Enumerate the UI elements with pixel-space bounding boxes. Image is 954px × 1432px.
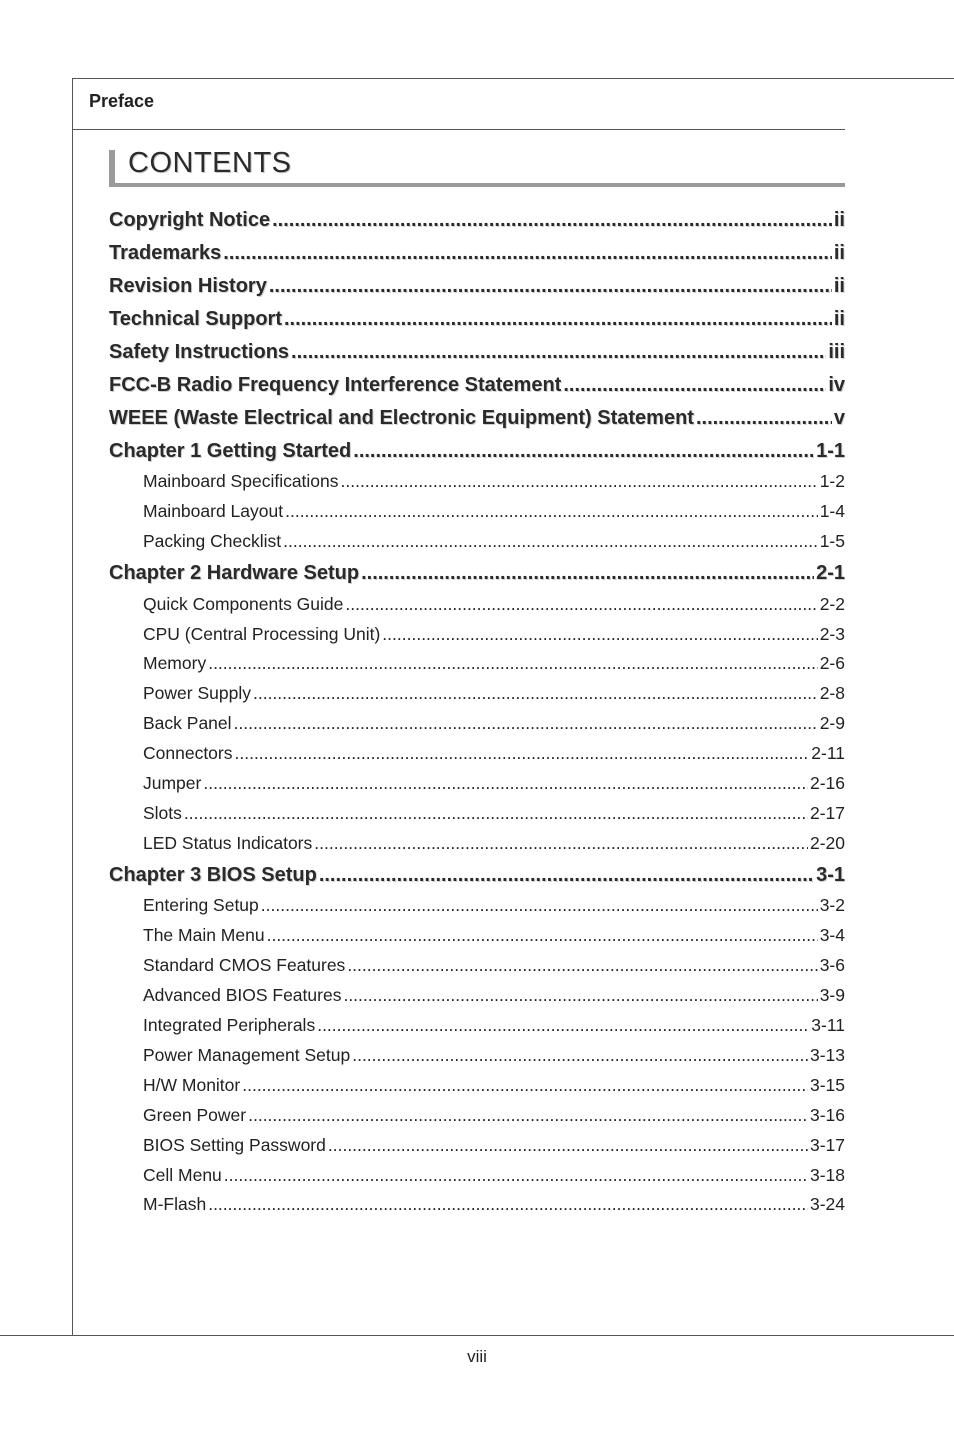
toc-dot-leader bbox=[261, 895, 818, 916]
toc-entry-page: 2-3 bbox=[819, 624, 845, 644]
toc-dot-leader bbox=[242, 1075, 808, 1096]
toc-dot-leader bbox=[291, 341, 826, 364]
toc-entry-title: Chapter 1 Getting Started bbox=[109, 440, 352, 462]
toc-entry-page: iii bbox=[828, 341, 845, 363]
toc-entry-title: Chapter 3 BIOS Setup bbox=[109, 864, 317, 886]
toc-entry-minor[interactable] bbox=[143, 1015, 845, 1036]
toc-entry-minor[interactable] bbox=[143, 773, 845, 794]
toc-entry-minor[interactable] bbox=[143, 683, 845, 704]
toc-entry-major[interactable] bbox=[109, 562, 845, 585]
toc-entry-major[interactable] bbox=[109, 275, 845, 298]
toc-entry-major[interactable] bbox=[109, 374, 845, 397]
toc-entry-minor[interactable] bbox=[143, 1194, 845, 1215]
toc-entry-title: WEEE (Waste Electrical and Electronic Equipment) Statement bbox=[109, 407, 694, 429]
toc-entry-title: Memory bbox=[143, 653, 207, 673]
toc-entry-major[interactable] bbox=[109, 308, 845, 331]
toc-entry-minor[interactable] bbox=[143, 985, 845, 1006]
toc-entry-page: 2-11 bbox=[811, 743, 845, 763]
toc-entry-major[interactable] bbox=[109, 407, 845, 430]
toc-entry-minor[interactable] bbox=[143, 895, 845, 916]
toc-dot-leader bbox=[248, 1105, 808, 1126]
toc-entry-page: ii bbox=[833, 209, 845, 231]
toc-dot-leader bbox=[253, 683, 818, 704]
toc-entry-page: v bbox=[833, 407, 845, 429]
toc-entry-page: 3-11 bbox=[811, 1015, 845, 1035]
toc-entry-page: ii bbox=[833, 308, 845, 330]
toc-entry-title: Technical Support bbox=[109, 308, 282, 330]
toc-dot-leader bbox=[353, 440, 814, 463]
toc-dot-leader bbox=[203, 773, 808, 794]
toc-dot-leader bbox=[328, 1135, 808, 1156]
toc-dot-leader bbox=[284, 308, 832, 331]
toc-entry-title: Jumper bbox=[143, 773, 202, 793]
toc-entry-page: 3-16 bbox=[809, 1105, 845, 1125]
toc-dot-leader bbox=[208, 653, 818, 674]
toc-entry-page: 3-17 bbox=[809, 1135, 845, 1155]
toc-entry-major[interactable] bbox=[109, 440, 845, 463]
toc-entry-title: CPU (Central Processing Unit) bbox=[143, 624, 381, 644]
toc-entry-title: Advanced BIOS Features bbox=[143, 985, 342, 1005]
toc-entry-minor[interactable] bbox=[143, 1045, 845, 1066]
toc-entry-title: Trademarks bbox=[109, 242, 222, 264]
toc-entry-page: 2-6 bbox=[819, 653, 845, 673]
toc-entry-title: Entering Setup bbox=[143, 895, 259, 915]
toc-entry-page: 2-17 bbox=[809, 803, 845, 823]
toc-entry-title: Integrated Peripherals bbox=[143, 1015, 316, 1035]
toc-entry-minor[interactable] bbox=[143, 955, 845, 976]
toc-entry-minor[interactable] bbox=[143, 501, 845, 522]
toc-entry-minor[interactable] bbox=[143, 925, 845, 946]
toc-entry-page: 3-9 bbox=[819, 985, 845, 1005]
toc-entry-page: 2-1 bbox=[816, 562, 845, 584]
toc-entry-minor[interactable] bbox=[143, 471, 845, 492]
toc-entry-page: 3-15 bbox=[809, 1075, 845, 1095]
toc-entry-page: 3-2 bbox=[819, 895, 845, 915]
toc-entry-title: Chapter 2 Hardware Setup bbox=[109, 562, 360, 584]
toc-entry-title: Green Power bbox=[143, 1105, 247, 1125]
toc-dot-leader bbox=[184, 803, 808, 824]
toc-dot-leader bbox=[347, 955, 817, 976]
toc-entry-minor[interactable] bbox=[143, 1165, 845, 1186]
toc-dot-leader bbox=[267, 925, 818, 946]
toc-entry-title: Slots bbox=[143, 803, 182, 823]
toc-entry-minor[interactable] bbox=[143, 743, 845, 764]
toc-entry-page: 1-2 bbox=[819, 471, 845, 491]
toc-entry-title: Back Panel bbox=[143, 713, 232, 733]
toc-entry-minor[interactable] bbox=[143, 531, 845, 552]
toc-entry-title: Mainboard Layout bbox=[143, 501, 284, 521]
toc-entry-title: Standard CMOS Features bbox=[143, 955, 346, 975]
page-number: viii bbox=[467, 1347, 487, 1366]
toc-dot-leader bbox=[235, 743, 810, 764]
toc-entry-title: The Main Menu bbox=[143, 925, 265, 945]
section-label: Preface bbox=[89, 91, 155, 111]
toc-dot-leader bbox=[283, 531, 818, 552]
toc-dot-leader bbox=[361, 562, 814, 585]
toc-dot-leader bbox=[382, 624, 817, 645]
toc-dot-leader bbox=[319, 864, 814, 887]
toc-entry-minor[interactable] bbox=[143, 1135, 845, 1156]
toc-entry-page: 2-20 bbox=[809, 833, 845, 853]
toc-entry-page: 3-6 bbox=[819, 955, 845, 975]
toc-entry-minor[interactable] bbox=[143, 803, 845, 824]
toc-entry-minor[interactable] bbox=[143, 624, 845, 645]
toc-entry-title: M-Flash bbox=[143, 1194, 207, 1214]
toc-entry-page: 3-24 bbox=[809, 1194, 845, 1214]
toc-dot-leader bbox=[343, 985, 817, 1006]
toc-dot-leader bbox=[341, 471, 818, 492]
toc-entry-page: 1-1 bbox=[816, 440, 845, 462]
toc-dot-leader bbox=[563, 374, 826, 397]
toc-entry-title: FCC-B Radio Frequency Interference Statement bbox=[109, 374, 562, 396]
toc-entry-major[interactable] bbox=[109, 341, 845, 364]
toc-entry-title: Cell Menu bbox=[143, 1165, 222, 1185]
toc-entry-page: 2-8 bbox=[819, 683, 845, 703]
toc-dot-leader bbox=[352, 1045, 808, 1066]
toc-entry-page: 3-18 bbox=[809, 1165, 845, 1185]
toc-entry-page: 3-4 bbox=[819, 925, 845, 945]
toc-dot-leader bbox=[269, 275, 832, 298]
toc-entry-title: Copyright Notice bbox=[109, 209, 271, 231]
toc-entry-minor[interactable] bbox=[143, 1075, 845, 1096]
toc-entry-page: 2-9 bbox=[819, 713, 845, 733]
toc-dot-leader bbox=[317, 1015, 809, 1036]
toc-entry-title: Connectors bbox=[143, 743, 233, 763]
toc-entry-page: 3-13 bbox=[809, 1045, 845, 1065]
toc-dot-leader bbox=[314, 833, 808, 854]
toc-entry-minor[interactable] bbox=[143, 1105, 845, 1126]
toc-entry-major[interactable] bbox=[109, 209, 845, 232]
toc-dot-leader bbox=[696, 407, 832, 430]
toc-dot-leader bbox=[224, 1165, 808, 1186]
toc-entry-page: ii bbox=[833, 275, 845, 297]
toc-entry-page: iv bbox=[828, 374, 845, 396]
toc-entry-minor[interactable] bbox=[143, 653, 845, 674]
toc-entry-title: Power Supply bbox=[143, 683, 251, 703]
toc-entry-major[interactable] bbox=[109, 864, 845, 887]
toc-entry-page: 2-16 bbox=[809, 773, 845, 793]
contents-heading: CONTENTS bbox=[128, 147, 292, 179]
toc-entry-minor[interactable] bbox=[143, 594, 845, 615]
toc-entry-title: BIOS Setting Password bbox=[143, 1135, 326, 1155]
toc-entry-page: 2-2 bbox=[819, 594, 845, 614]
toc-entry-title: Safety Instructions bbox=[109, 341, 290, 363]
toc-entry-title: H/W Monitor bbox=[143, 1075, 241, 1095]
toc-entry-minor[interactable] bbox=[143, 713, 845, 734]
toc-entry-major[interactable] bbox=[109, 242, 845, 265]
toc-entry-title: Revision History bbox=[109, 275, 267, 297]
toc-entry-title: LED Status Indicators bbox=[143, 833, 313, 853]
toc-dot-leader bbox=[272, 209, 832, 232]
toc-entry-title: Mainboard Specifications bbox=[143, 471, 339, 491]
toc-entry-title: Power Management Setup bbox=[143, 1045, 351, 1065]
toc-dot-leader bbox=[223, 242, 832, 265]
toc-entry-page: 3-1 bbox=[816, 864, 845, 886]
toc-entry-title: Packing Checklist bbox=[143, 531, 282, 551]
toc-entry-page: 1-5 bbox=[819, 531, 845, 551]
toc-entry-title: Quick Components Guide bbox=[143, 594, 344, 614]
toc-dot-leader bbox=[208, 1194, 808, 1215]
toc-dot-leader bbox=[285, 501, 818, 522]
toc-dot-leader bbox=[234, 713, 818, 734]
toc-entry-minor[interactable] bbox=[143, 833, 845, 854]
toc-dot-leader bbox=[345, 594, 817, 615]
toc-entry-page: 1-4 bbox=[819, 501, 845, 521]
toc-entry-page: ii bbox=[833, 242, 845, 264]
